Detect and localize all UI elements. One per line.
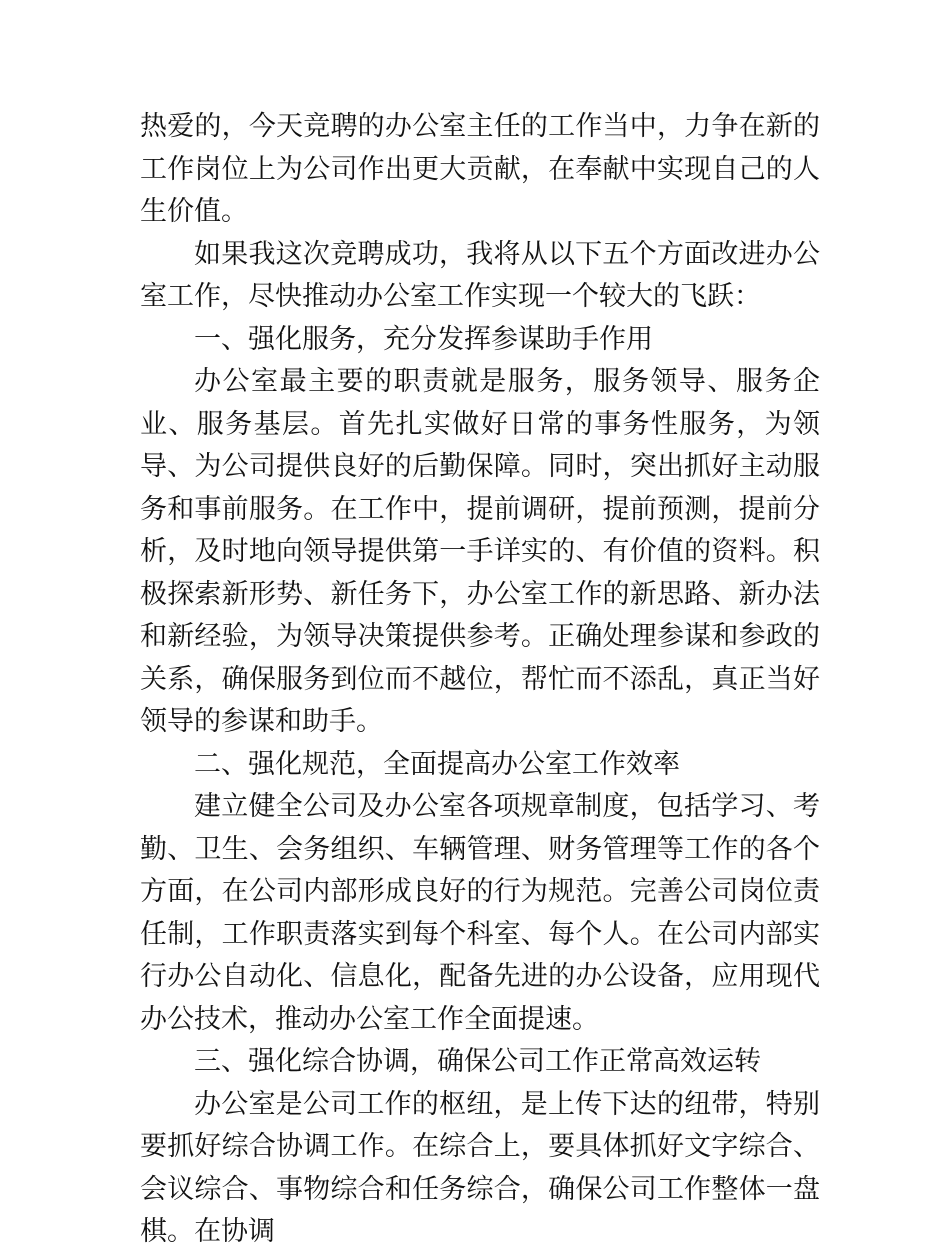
paragraph-continuation: 热爱的，今天竞聘的办公室主任的工作当中，力争在新的工作岗位上为公司作出更大贡献，在奉献中实现自己的人生价值。 <box>140 111 820 227</box>
section-heading-3: 三、强化综合协调，确保公司工作正常高效运转 <box>194 1046 761 1077</box>
paragraph-intro: 如果我这次竞聘成功，我将从以下五个方面改进办公室工作，尽快推动办公室工作实现一个较大的飞跃： <box>140 238 820 312</box>
section-heading-2: 二、强化规范，全面提高办公室工作效率 <box>194 748 680 780</box>
section-heading-1: 一、强化服务，充分发挥参谋助手作用 <box>194 323 653 355</box>
paragraph-section-2: 建立健全公司及办公室各项规章制度，包括学习、考勤、卫生、会务组织、车辆管理、财务管理等工作的各个方面，在公司内部形成良好的行为规范。完善公司岗位责任制，工作职责落实到每个科室、每个人。在公司内部实行办公自动化、信息化，配备先进的办公设备，应用现代办公技术，推动办公室工作全面提速。 <box>140 791 820 1035</box>
paragraph-section-1: 办公室最主要的职责就是服务，服务领导、服务企业、服务基层。首先扎实做好日常的事务性服务，为领导、为公司提供良好的后勤保障。同时，突出抓好主动服务和事前服务。在工作中，提前调研，提前预测，提前分析，及时地向领导提供第一手详实的、有价值的资料。积极探索新形势、新任务下，办公室工作的新思路、新办法和新经验，为领导决策提供参考。正确处理参谋和参政的关系，确保服务到位而不越位，帮忙而不添乱，真正当好领导的参谋和助手。 <box>140 366 820 737</box>
paragraph-section-3: 办公室是公司工作的枢纽，是上传下达的纽带，特别要抓好综合协调工作。在综合上，要具体抓好文字综合、会议综合、事物综合和任务综合，确保公司工作整体一盘棋。在协调 <box>140 1088 820 1247</box>
document-body <box>140 106 820 1254</box>
